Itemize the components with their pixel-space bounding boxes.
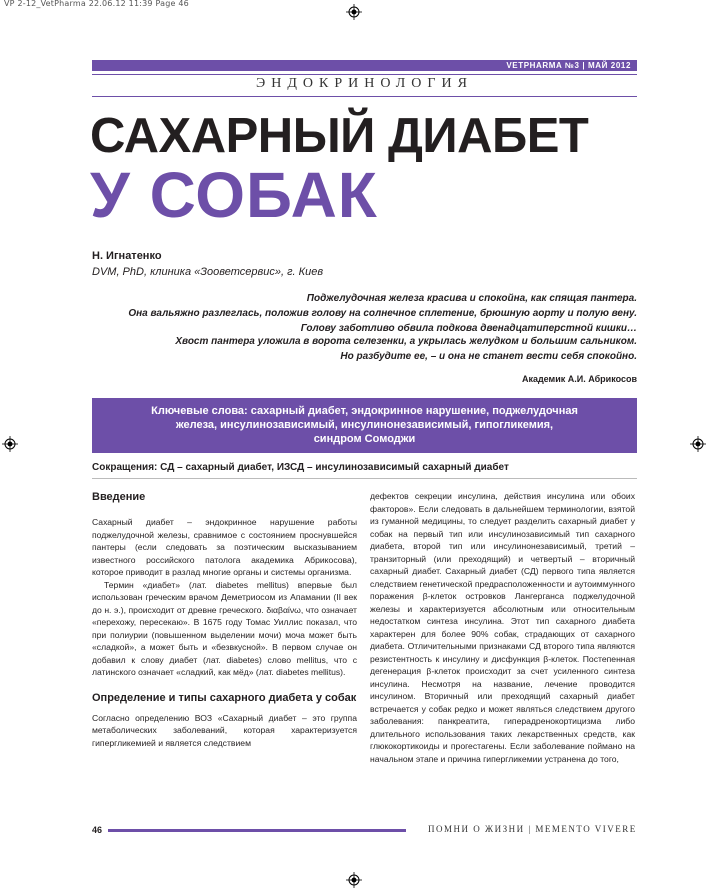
keywords-line: синдром Сомоджи bbox=[313, 433, 416, 445]
journal-issue: VETPHARMA №3 | МАЙ 2012 bbox=[506, 61, 631, 70]
author-affiliation: DVM, PhD, клиника «Зооветсервис», г. Киев bbox=[92, 266, 324, 278]
epigraph-signature: Академик А.И. Абрикосов bbox=[521, 374, 637, 384]
intro-paragraph: Сахарный диабет – эндокринное нарушение работы поджелудочной железы, сравнимое с состоянием проснувшейся пантеры (если следовать за поэтическим высказыванием известного российского патолога академика Абрикосова), которое приводит в разлад многие органы и системы организма. bbox=[92, 517, 357, 577]
right-column bbox=[370, 490, 635, 765]
epigraph-line: Хвост пантера уложила в ворота селезенки, а укрылась желудком и большим сальником. bbox=[175, 336, 637, 347]
section-title: ЭНДОКРИНОЛОГИЯ bbox=[256, 76, 473, 91]
epigraph-stanza-2 bbox=[117, 334, 637, 364]
registration-mark-icon bbox=[2, 436, 18, 452]
intro-paragraph: Термин «диабет» (лат. diabetes mellitus) впервые был использован греческим врачом Деметриосом из Апамании (II век до н. э.), происходит от древне греческого. διαβαίνω, что означает «перехожу, пересекаю». В 1675 году Томас Уиллис показал, что при полиурии (повышенном выделении мочи) моча может быть «сладкой», а может быть и «безвкусной». В первом случае он добавил к слову диабет (лат. diabetes) слово mellitus, что с латинского означает «сладкий, как мёд» (лат. diabetes mellitus). bbox=[92, 579, 357, 677]
keywords-line: Ключевые слова: сахарный диабет, эндокринное нарушение, поджелудочная bbox=[151, 405, 578, 417]
registration-mark-icon bbox=[346, 872, 362, 888]
left-column bbox=[92, 516, 357, 749]
footer-motto: ПОМНИ О ЖИЗНИ | MEMENTO VIVERE bbox=[428, 824, 637, 834]
article-title-line1: САХАРНЫЙ ДИАБЕТ bbox=[90, 109, 589, 163]
article-title-line2: У СОБАК bbox=[90, 159, 378, 231]
types-heading: Определение и типы сахарного диабета у собак bbox=[92, 691, 357, 704]
print-slug: VP 2-12_VetPharma 22.06.12 11:39 Page 46 bbox=[4, 0, 189, 8]
footer-bar bbox=[108, 829, 406, 832]
registration-mark-icon bbox=[346, 4, 362, 20]
abbreviations: Сокращения: СД – сахарный диабет, ИЗСД – инсулинозависимый сахарный диабет bbox=[92, 462, 509, 473]
page-number: 46 bbox=[92, 825, 103, 835]
journal-header-bar bbox=[92, 60, 637, 71]
author-name: Н. Игнатенко bbox=[92, 250, 162, 262]
epigraph-line: Поджелудочная железа красива и спокойна, как спящая пантера. bbox=[306, 293, 637, 304]
abbreviations-divider bbox=[92, 478, 637, 479]
right-paragraph: дефектов секреции инсулина, действия инсулина или обоих факторов». Если следовать в дальнейшем терминологии, взятой из гуманной медицины, то следует разделить сахарный диабет у собак на первый тип или инсулинозависимый тип сахарного диабета, второй тип или инсулинонезависимый, третий – транзиторный (или преходящий) и четвертый – вторичный сахарный диабет. Сахарный диабет (СД) первого типа является следствием генетической предрасположенности и аутоиммунного поражения β-клеток островков Лангерганса поджелудочной железы и характеризуется абсолютным или относительным недостатком синтеза инсулина. Этот тип сахарного диабета характерен для более 90% собак, страдающих от сахарного диабета. Отличительными признаками СД второго типа являются резистентность к инсулину и дисфункция β-клеток. Постепенная дегенерация β-клеток происходит за счет усиленного синтеза инсулина. Несмотря на название, лечение проводится инсулином. Вторичный или преходящий сахарный диабет встречается у собак редко и может являться следствием другого заболевания: панкреатита, гиперадренокортицизма либо длительного использования таких лекарственных средств, как глюкокортикоиды и прогестагены. Если заболевание поймано на начальном этапе и причина гипергликемии устранена до того, bbox=[370, 491, 635, 764]
intro-heading: Введение bbox=[92, 491, 146, 503]
keywords-line: железа, инсулинозависимый, инсулинонезависимый, гипогликемия, bbox=[175, 419, 554, 431]
types-paragraph: Согласно определению ВОЗ «Сахарный диабет – это группа метаболических заболеваний, которая характеризуется гипергликемией и является следствием bbox=[92, 712, 357, 748]
registration-mark-icon bbox=[690, 436, 706, 452]
section-divider bbox=[92, 96, 637, 97]
keywords-box bbox=[92, 398, 637, 453]
epigraph-line: Она вальяжно разлеглась, положив голову на солнечное сплетение, брюшную аорту и полую вену. bbox=[128, 308, 637, 319]
epigraph-line: Но разбудите ее, – и она не станет вести себя спокойно. bbox=[340, 351, 637, 362]
header-divider bbox=[92, 74, 637, 75]
epigraph-line: Голову заботливо обвила подкова двенадцатиперстной кишки… bbox=[300, 323, 637, 334]
epigraph-stanza-1 bbox=[117, 291, 637, 336]
